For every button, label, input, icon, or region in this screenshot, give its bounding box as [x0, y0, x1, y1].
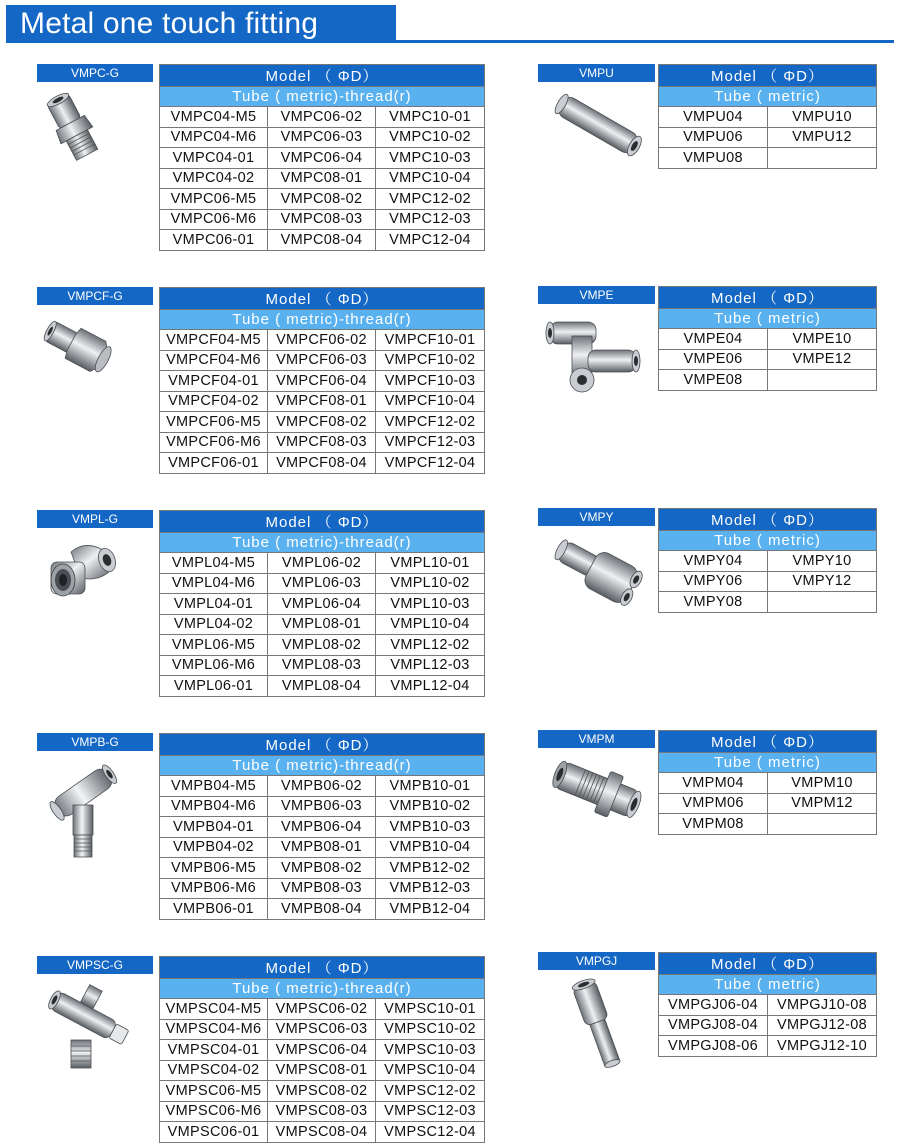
model-cell: VMPL06-M6 — [160, 655, 268, 676]
model-cell: VMPU04 — [659, 107, 768, 128]
model-cell: VMPC10-03 — [376, 148, 485, 169]
model-header: Model （ ΦD） — [160, 511, 485, 533]
model-cell: VMPGJ12-10 — [768, 1036, 877, 1057]
title-bar — [6, 5, 396, 43]
model-cell: VMPB08-02 — [268, 858, 376, 879]
model-cell: VMPB06-M5 — [160, 858, 268, 879]
model-header: Model （ ΦD） — [659, 953, 877, 975]
model-cell: VMPL06-02 — [268, 553, 376, 574]
model-cell: VMPL04-M5 — [160, 553, 268, 574]
model-cell: VMPSC06-03 — [268, 1019, 376, 1040]
model-cell — [768, 592, 877, 613]
title-underline — [6, 40, 894, 43]
model-cell: VMPCF06-M6 — [160, 432, 268, 453]
model-cell: VMPE10 — [768, 329, 877, 350]
model-cell: VMPSC08-03 — [268, 1101, 376, 1122]
model-cell: VMPCF08-01 — [268, 391, 376, 412]
model-cell: VMPCF10-04 — [376, 391, 485, 412]
product-tag: VMPY — [538, 508, 655, 526]
model-cell: VMPC06-03 — [268, 127, 376, 148]
model-cell — [768, 148, 877, 169]
model-cell: VMPSC10-04 — [376, 1060, 485, 1081]
model-table — [658, 286, 877, 391]
model-cell: VMPB10-02 — [376, 796, 485, 817]
bulkhead-union-icon — [550, 754, 646, 830]
model-cell: VMPL10-04 — [376, 614, 485, 635]
model-cell: VMPY10 — [768, 551, 877, 572]
model-cell: VMPCF10-02 — [376, 350, 485, 371]
model-cell: VMPU10 — [768, 107, 877, 128]
plug-in-reducer-icon — [558, 976, 638, 1072]
sub-header: Tube ( metric) — [659, 753, 877, 773]
sub-header: Tube ( metric)-thread(r) — [160, 533, 485, 553]
model-cell: VMPCF04-02 — [160, 391, 268, 412]
model-cell: VMPC04-01 — [160, 148, 268, 169]
model-cell: VMPGJ08-06 — [659, 1036, 768, 1057]
model-cell: VMPY04 — [659, 551, 768, 572]
page-title: Metal one touch fitting — [20, 7, 319, 40]
model-cell — [768, 370, 877, 391]
model-cell: VMPSC12-03 — [376, 1101, 485, 1122]
model-cell: VMPB04-01 — [160, 817, 268, 838]
model-cell: VMPSC10-01 — [376, 999, 485, 1020]
model-cell: VMPY08 — [659, 592, 768, 613]
speed-controller-icon — [43, 980, 133, 1080]
model-cell: VMPC08-01 — [268, 168, 376, 189]
model-header: Model （ ΦD） — [659, 287, 877, 309]
model-table — [159, 733, 485, 920]
model-cell: VMPL06-03 — [268, 573, 376, 594]
sub-header: Tube ( metric)-thread(r) — [160, 756, 485, 776]
model-cell: VMPB10-01 — [376, 776, 485, 797]
model-cell: VMPB06-01 — [160, 899, 268, 920]
product-tag: VMPC-G — [37, 64, 153, 82]
sub-header: Tube ( metric)-thread(r) — [160, 310, 485, 330]
model-cell: VMPB10-03 — [376, 817, 485, 838]
model-cell: VMPSC06-M5 — [160, 1081, 268, 1102]
model-cell: VMPB08-04 — [268, 899, 376, 920]
model-cell — [768, 814, 877, 835]
model-table — [658, 508, 877, 613]
model-cell: VMPCF06-03 — [268, 350, 376, 371]
model-cell: VMPCF06-02 — [268, 330, 376, 351]
model-cell: VMPCF10-03 — [376, 371, 485, 392]
model-cell: VMPB04-M6 — [160, 796, 268, 817]
model-cell: VMPL06-M5 — [160, 635, 268, 656]
product-tag: VMPSC-G — [37, 956, 153, 974]
model-cell: VMPB04-M5 — [160, 776, 268, 797]
model-cell: VMPSC06-02 — [268, 999, 376, 1020]
model-cell: VMPL08-04 — [268, 676, 376, 697]
model-table — [159, 510, 485, 697]
model-cell: VMPC06-M5 — [160, 189, 268, 210]
model-cell: VMPB08-01 — [268, 837, 376, 858]
model-cell: VMPC08-04 — [268, 230, 376, 251]
model-cell: VMPCF04-M5 — [160, 330, 268, 351]
model-cell: VMPL10-02 — [376, 573, 485, 594]
model-cell: VMPCF06-04 — [268, 371, 376, 392]
model-cell: VMPC08-02 — [268, 189, 376, 210]
model-cell: VMPSC04-02 — [160, 1060, 268, 1081]
straight-male-connector-icon — [42, 90, 106, 170]
sub-header: Tube ( metric)-thread(r) — [160, 87, 485, 107]
model-cell: VMPCF10-01 — [376, 330, 485, 351]
model-header: Model （ ΦD） — [659, 509, 877, 531]
product-tag: VMPU — [538, 64, 655, 82]
union-tee-icon — [542, 310, 642, 400]
model-cell: VMPB06-03 — [268, 796, 376, 817]
model-cell: VMPSC06-01 — [160, 1122, 268, 1143]
union-straight-icon — [550, 90, 646, 160]
model-cell: VMPC10-02 — [376, 127, 485, 148]
model-cell: VMPSC10-02 — [376, 1019, 485, 1040]
model-header: Model （ ΦD） — [160, 65, 485, 87]
model-cell: VMPCF08-02 — [268, 412, 376, 433]
model-cell: VMPU12 — [768, 127, 877, 148]
model-header: Model （ ΦD） — [160, 957, 485, 979]
sub-header: Tube ( metric) — [659, 309, 877, 329]
model-cell: VMPY06 — [659, 571, 768, 592]
model-cell: VMPC04-M6 — [160, 127, 268, 148]
model-table — [658, 730, 877, 835]
model-cell: VMPC04-M5 — [160, 107, 268, 128]
model-cell: VMPC08-03 — [268, 209, 376, 230]
model-header: Model （ ΦD） — [659, 731, 877, 753]
model-cell: VMPL08-02 — [268, 635, 376, 656]
model-cell: VMPSC08-01 — [268, 1060, 376, 1081]
product-tag: VMPB-G — [37, 733, 153, 751]
model-cell: VMPCF08-04 — [268, 453, 376, 474]
model-cell: VMPC06-02 — [268, 107, 376, 128]
model-table — [159, 956, 485, 1143]
model-cell: VMPSC06-04 — [268, 1040, 376, 1061]
model-cell: VMPL08-03 — [268, 655, 376, 676]
model-cell: VMPGJ08-04 — [659, 1015, 768, 1036]
model-cell: VMPGJ06-04 — [659, 995, 768, 1016]
model-cell: VMPL04-02 — [160, 614, 268, 635]
elbow-fitting-icon — [41, 532, 121, 612]
model-cell: VMPL06-01 — [160, 676, 268, 697]
model-cell: VMPL12-03 — [376, 655, 485, 676]
model-table — [159, 64, 485, 251]
model-cell: VMPE04 — [659, 329, 768, 350]
model-cell: VMPM06 — [659, 793, 768, 814]
model-cell: VMPY12 — [768, 571, 877, 592]
model-cell: VMPB04-02 — [160, 837, 268, 858]
model-cell: VMPM04 — [659, 773, 768, 794]
model-cell: VMPU08 — [659, 148, 768, 169]
model-table — [658, 952, 877, 1057]
model-cell: VMPCF06-M5 — [160, 412, 268, 433]
model-cell: VMPC04-02 — [160, 168, 268, 189]
model-cell: VMPL10-01 — [376, 553, 485, 574]
model-cell: VMPC06-M6 — [160, 209, 268, 230]
model-cell: VMPL06-04 — [268, 594, 376, 615]
model-table — [159, 287, 485, 474]
model-cell: VMPL10-03 — [376, 594, 485, 615]
model-cell: VMPB12-04 — [376, 899, 485, 920]
model-cell: VMPL12-02 — [376, 635, 485, 656]
model-cell: VMPCF04-M6 — [160, 350, 268, 371]
model-cell: VMPGJ12-08 — [768, 1015, 877, 1036]
model-cell: VMPSC04-M6 — [160, 1019, 268, 1040]
model-cell: VMPSC08-04 — [268, 1122, 376, 1143]
union-y-icon — [548, 534, 644, 614]
model-cell: VMPB06-M6 — [160, 878, 268, 899]
product-tag: VMPGJ — [538, 952, 655, 970]
model-cell: VMPE12 — [768, 349, 877, 370]
model-cell: VMPL12-04 — [376, 676, 485, 697]
model-cell: VMPM12 — [768, 793, 877, 814]
model-cell: VMPB06-02 — [268, 776, 376, 797]
model-cell: VMPB08-03 — [268, 878, 376, 899]
model-cell: VMPM10 — [768, 773, 877, 794]
model-cell: VMPCF12-03 — [376, 432, 485, 453]
model-cell: VMPL04-01 — [160, 594, 268, 615]
model-table — [658, 64, 877, 169]
product-tag: VMPM — [538, 730, 655, 748]
model-cell: VMPC12-02 — [376, 189, 485, 210]
model-cell: VMPE08 — [659, 370, 768, 391]
model-cell: VMPB10-04 — [376, 837, 485, 858]
model-cell: VMPSC06-M6 — [160, 1101, 268, 1122]
sub-header: Tube ( metric)-thread(r) — [160, 979, 485, 999]
model-cell: VMPC06-04 — [268, 148, 376, 169]
model-cell: VMPB06-04 — [268, 817, 376, 838]
model-cell: VMPB12-03 — [376, 878, 485, 899]
branch-tee-fitting-icon — [45, 755, 125, 865]
female-connector-icon — [42, 313, 122, 383]
product-tag: VMPL-G — [37, 510, 153, 528]
product-tag: VMPE — [538, 286, 655, 304]
model-cell: VMPCF12-02 — [376, 412, 485, 433]
model-cell: VMPC10-01 — [376, 107, 485, 128]
model-cell: VMPSC12-02 — [376, 1081, 485, 1102]
model-cell: VMPC12-03 — [376, 209, 485, 230]
model-cell: VMPM08 — [659, 814, 768, 835]
model-cell: VMPSC08-02 — [268, 1081, 376, 1102]
model-cell: VMPGJ10-08 — [768, 995, 877, 1016]
sub-header: Tube ( metric) — [659, 531, 877, 551]
model-cell: VMPCF08-03 — [268, 432, 376, 453]
model-cell: VMPL04-M6 — [160, 573, 268, 594]
sub-header: Tube ( metric) — [659, 87, 877, 107]
model-cell: VMPE06 — [659, 349, 768, 370]
model-cell: VMPCF06-01 — [160, 453, 268, 474]
model-cell: VMPSC12-04 — [376, 1122, 485, 1143]
model-cell: VMPSC10-03 — [376, 1040, 485, 1061]
model-cell: VMPL08-01 — [268, 614, 376, 635]
model-cell: VMPCF12-04 — [376, 453, 485, 474]
model-cell: VMPB12-02 — [376, 858, 485, 879]
model-header: Model （ ΦD） — [659, 65, 877, 87]
model-header: Model （ ΦD） — [160, 288, 485, 310]
model-cell: VMPC06-01 — [160, 230, 268, 251]
model-cell: VMPU06 — [659, 127, 768, 148]
model-cell: VMPCF04-01 — [160, 371, 268, 392]
product-tag: VMPCF-G — [37, 287, 153, 305]
model-header: Model （ ΦD） — [160, 734, 485, 756]
model-cell: VMPSC04-01 — [160, 1040, 268, 1061]
model-cell: VMPC12-04 — [376, 230, 485, 251]
sub-header: Tube ( metric) — [659, 975, 877, 995]
model-cell: VMPC10-04 — [376, 168, 485, 189]
model-cell: VMPSC04-M5 — [160, 999, 268, 1020]
